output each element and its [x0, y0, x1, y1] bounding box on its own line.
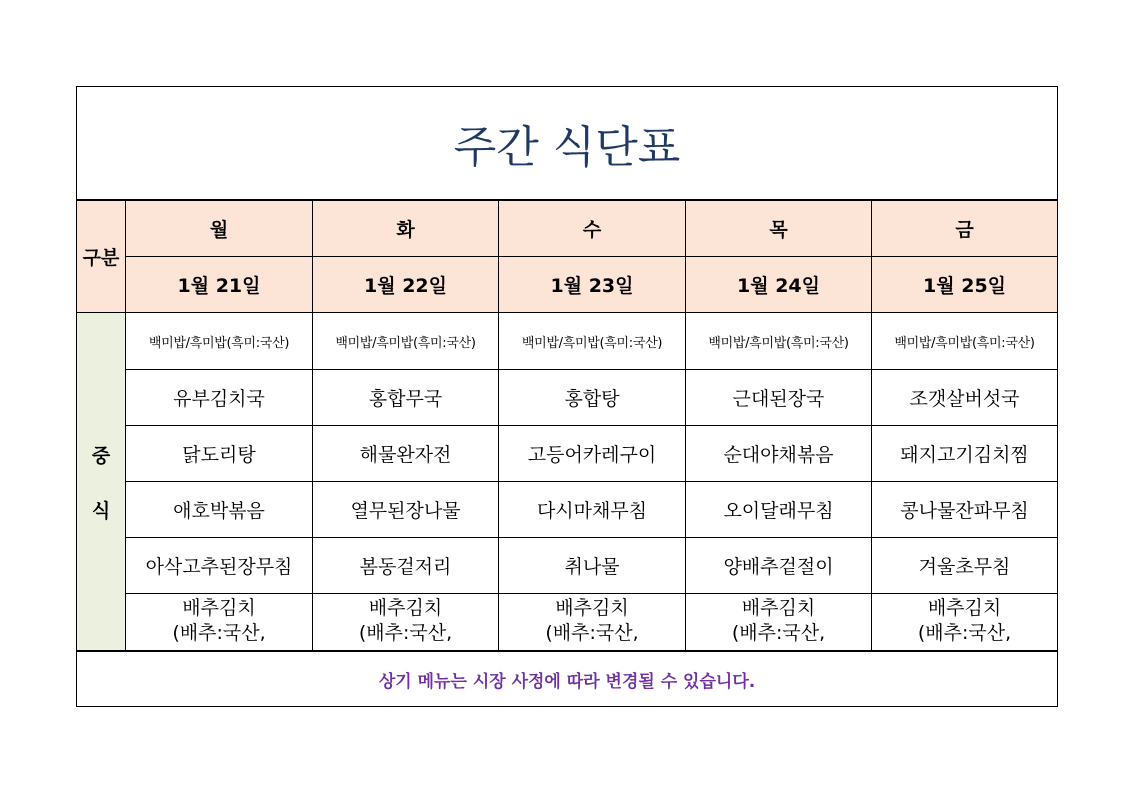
side-dish-cell: 아삭고추된장무침: [126, 538, 313, 594]
kimchi-name: 배추김치: [182, 597, 256, 619]
side-dish-cell: 겨울초무침: [872, 538, 1058, 594]
rice-cell: 백미밥/흑미밥(흑미:국산): [499, 313, 686, 370]
day-header: 월: [126, 200, 313, 257]
soup-cell: 홍합무국: [313, 370, 499, 426]
kimchi-name: 배추김치: [927, 597, 1002, 619]
date-header: 1월 21일: [126, 257, 313, 313]
meal-label-char: 식: [91, 499, 111, 522]
side-dish-cell: 열무된장나물: [313, 482, 499, 538]
kimchi-origin: (배추:국산,: [731, 622, 826, 644]
kimchi-cell: [686, 594, 872, 652]
kimchi-origin: (배추:국산,: [917, 622, 1012, 644]
kimchi-name: 배추김치: [741, 597, 816, 619]
date-header: 1월 25일: [872, 257, 1058, 313]
side-dish-cell: 봄동겉저리: [313, 538, 499, 594]
rice-cell: 백미밥/흑미밥(흑미:국산): [126, 313, 313, 370]
category-label: 구분: [77, 200, 126, 313]
footer-note: 상기 메뉴는 시장 사정에 따라 변경될 수 있습니다.: [77, 651, 1058, 707]
side-dish-cell: 다시마채무침: [499, 482, 686, 538]
main-dish-cell: 순대야채볶음: [686, 426, 872, 482]
main-dish-cell: 닭도리탕: [126, 426, 313, 482]
meal-label-char: 중: [91, 444, 111, 467]
day-header: 화: [313, 200, 499, 257]
main-dish-cell: 해물완자전: [313, 426, 499, 482]
kimchi-name: 배추김치: [555, 597, 629, 619]
rice-cell: 백미밥/흑미밥(흑미:국산): [872, 313, 1058, 370]
kimchi-cell: [126, 594, 313, 652]
soup-cell: 근대된장국: [686, 370, 872, 426]
soup-cell: 조갯살버섯국: [872, 370, 1058, 426]
kimchi-name: 배추김치: [368, 597, 443, 619]
side-dish-cell: 애호박볶음: [126, 482, 313, 538]
side-dish-cell: 취나물: [499, 538, 686, 594]
day-header: 목: [686, 200, 872, 257]
kimchi-cell: [313, 594, 499, 652]
kimchi-origin: (배추:국산,: [172, 622, 266, 644]
date-header: 1월 22일: [313, 257, 499, 313]
side-dish-cell: 양배추겉절이: [686, 538, 872, 594]
soup-cell: 홍합탕: [499, 370, 686, 426]
rice-cell: 백미밥/흑미밥(흑미:국산): [313, 313, 499, 370]
side-dish-cell: 오이달래무침: [686, 482, 872, 538]
day-header: 금: [872, 200, 1058, 257]
main-dish-cell: 돼지고기김치찜: [872, 426, 1058, 482]
date-header: 1월 24일: [686, 257, 872, 313]
kimchi-origin: (배추:국산,: [358, 622, 453, 644]
kimchi-cell: [872, 594, 1058, 652]
kimchi-origin: (배추:국산,: [545, 622, 639, 644]
main-dish-cell: 고등어카레구이: [499, 426, 686, 482]
kimchi-cell: [499, 594, 686, 652]
date-header: 1월 23일: [499, 257, 686, 313]
day-header: 수: [499, 200, 686, 257]
weekly-menu-table: [76, 86, 1058, 707]
side-dish-cell: 콩나물잔파무침: [872, 482, 1058, 538]
meal-label-lunch: [77, 313, 126, 652]
rice-cell: 백미밥/흑미밥(흑미:국산): [686, 313, 872, 370]
page-title: 주간 식단표: [77, 87, 1058, 201]
soup-cell: 유부김치국: [126, 370, 313, 426]
